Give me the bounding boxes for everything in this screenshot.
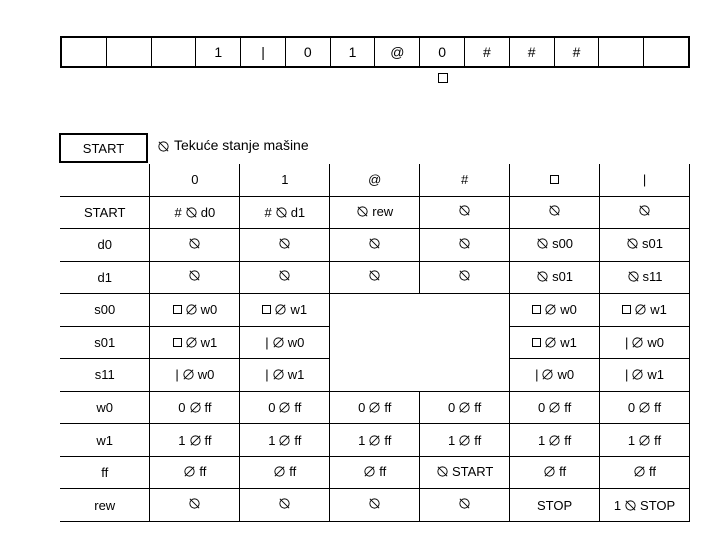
transition-cell bbox=[240, 294, 330, 327]
next-state: STOP bbox=[536, 497, 573, 513]
transition-action bbox=[458, 237, 471, 250]
transition-action bbox=[448, 400, 481, 415]
next-state: s01 bbox=[642, 236, 663, 252]
next-state: ff bbox=[379, 464, 387, 480]
symbol-header: @ bbox=[330, 164, 420, 196]
transition-cell bbox=[420, 261, 510, 294]
right-arrow-icon bbox=[188, 269, 201, 282]
next-state: d1 bbox=[290, 204, 306, 220]
left-arrow-icon bbox=[189, 434, 202, 447]
write-symbol: 1 bbox=[178, 432, 186, 448]
write-symbol: 0 bbox=[537, 399, 546, 415]
transition-action bbox=[368, 237, 381, 250]
state-name: d0 bbox=[60, 229, 150, 262]
symbol-header-row bbox=[60, 164, 690, 196]
next-state: w1 bbox=[647, 367, 665, 383]
transition-action bbox=[265, 335, 304, 350]
transition-action bbox=[536, 269, 573, 284]
symbol-header: # bbox=[420, 164, 510, 196]
transition-cell bbox=[510, 326, 600, 359]
transition-cell bbox=[510, 261, 600, 294]
transition-cell bbox=[150, 294, 240, 327]
next-state: ff bbox=[654, 432, 662, 448]
transition-cell bbox=[420, 391, 510, 424]
transition-action bbox=[536, 236, 573, 251]
transition-cell bbox=[600, 261, 690, 294]
transition-cell bbox=[420, 294, 510, 327]
transition-cell bbox=[240, 391, 330, 424]
transition-cell bbox=[600, 424, 690, 457]
blank-symbol-icon bbox=[173, 305, 182, 314]
left-arrow-icon bbox=[274, 303, 287, 316]
next-state: ff bbox=[384, 399, 392, 415]
transition-action bbox=[638, 204, 651, 217]
next-state: w1 bbox=[650, 302, 667, 318]
right-arrow-icon bbox=[188, 237, 201, 250]
left-arrow-icon bbox=[368, 401, 381, 414]
transition-action bbox=[458, 204, 471, 217]
current-state-box: START bbox=[59, 133, 148, 163]
next-state: w1 bbox=[200, 334, 218, 350]
blank-symbol-icon bbox=[532, 305, 541, 314]
table-row bbox=[60, 359, 690, 392]
transition-cell bbox=[330, 391, 420, 424]
left-arrow-icon bbox=[458, 401, 471, 414]
transition-cell bbox=[240, 326, 330, 359]
next-state: s00 bbox=[552, 236, 574, 252]
next-state: w1 bbox=[287, 367, 305, 383]
right-arrow-icon bbox=[458, 497, 471, 510]
transition-cell bbox=[510, 456, 600, 489]
transition-cell bbox=[240, 261, 330, 294]
transition-cell bbox=[420, 489, 510, 522]
transition-action bbox=[625, 335, 664, 350]
left-arrow-icon bbox=[272, 336, 285, 349]
blank-symbol-icon bbox=[550, 175, 559, 184]
write-symbol: 0 bbox=[268, 399, 276, 415]
transition-cell bbox=[510, 424, 600, 457]
transition-cell bbox=[600, 326, 690, 359]
transition-cell bbox=[420, 359, 510, 392]
transition-cell bbox=[150, 424, 240, 457]
write-symbol: 1 bbox=[448, 432, 456, 448]
right-arrow-icon bbox=[368, 237, 381, 250]
next-state: ff bbox=[294, 399, 302, 415]
next-state: STOP bbox=[640, 497, 676, 513]
transition-cell bbox=[240, 456, 330, 489]
next-state: w1 bbox=[290, 302, 308, 318]
left-arrow-icon bbox=[183, 465, 196, 478]
transition-cell bbox=[420, 196, 510, 229]
transition-action bbox=[173, 335, 218, 350]
next-state: START bbox=[451, 464, 494, 480]
transition-action bbox=[268, 400, 301, 415]
write-symbol: 1 bbox=[268, 432, 276, 448]
transition-cell bbox=[510, 359, 600, 392]
transition-action bbox=[268, 433, 301, 448]
write-symbol: 1 bbox=[537, 432, 546, 448]
transition-action bbox=[358, 400, 391, 415]
transition-action bbox=[175, 367, 214, 382]
transition-table bbox=[60, 164, 690, 522]
transition-cell bbox=[240, 229, 330, 262]
left-arrow-icon bbox=[548, 434, 561, 447]
write-symbol: | bbox=[265, 367, 269, 383]
right-arrow-icon bbox=[536, 270, 549, 283]
write-symbol: | bbox=[265, 334, 269, 350]
left-arrow-icon bbox=[631, 336, 644, 349]
state-name: s11 bbox=[60, 359, 150, 392]
tape-cell: 1 bbox=[331, 38, 376, 66]
transition-action bbox=[175, 205, 216, 220]
transition-action bbox=[625, 367, 664, 382]
transition-cell bbox=[600, 196, 690, 229]
transition-cell bbox=[600, 391, 690, 424]
transition-cell bbox=[330, 229, 420, 262]
transition-cell bbox=[600, 489, 690, 522]
transition-action bbox=[363, 464, 386, 479]
next-state: w0 bbox=[647, 334, 665, 350]
right-arrow-icon bbox=[368, 497, 381, 510]
right-arrow-icon bbox=[278, 497, 291, 510]
transition-action bbox=[532, 335, 577, 350]
table-row bbox=[60, 261, 690, 294]
state-name: w0 bbox=[60, 391, 150, 424]
left-arrow-icon bbox=[363, 465, 376, 478]
transition-cell bbox=[420, 424, 510, 457]
tape-cell bbox=[107, 38, 152, 66]
next-state: ff bbox=[474, 399, 482, 415]
transition-action bbox=[265, 367, 304, 382]
transition-action bbox=[178, 400, 211, 415]
transition-cell bbox=[600, 229, 690, 262]
right-arrow-icon bbox=[185, 206, 198, 219]
transition-action bbox=[548, 204, 561, 217]
transition-action bbox=[448, 433, 481, 448]
transition-action bbox=[358, 433, 391, 448]
next-state: w0 bbox=[200, 302, 218, 318]
left-arrow-icon bbox=[272, 368, 285, 381]
transition-cell bbox=[510, 229, 600, 262]
transition-action bbox=[278, 497, 291, 510]
next-state: ff bbox=[654, 399, 662, 415]
write-symbol: 1 bbox=[613, 497, 622, 513]
right-arrow-icon bbox=[548, 204, 561, 217]
next-state: ff bbox=[649, 464, 657, 480]
transition-action bbox=[178, 433, 211, 448]
transition-cell bbox=[510, 294, 600, 327]
table-row bbox=[60, 489, 690, 522]
state-name: w1 bbox=[60, 424, 150, 457]
transition-cell bbox=[330, 424, 420, 457]
transition-cell bbox=[150, 196, 240, 229]
left-arrow-icon bbox=[458, 434, 471, 447]
transition-action bbox=[538, 400, 571, 415]
write-symbol: | bbox=[625, 334, 629, 350]
table-row bbox=[60, 326, 690, 359]
table-row bbox=[60, 196, 690, 229]
write-symbol: # bbox=[174, 204, 182, 220]
table-row bbox=[60, 456, 690, 489]
left-arrow-icon bbox=[638, 434, 651, 447]
left-arrow-icon bbox=[185, 303, 198, 316]
transition-cell bbox=[240, 489, 330, 522]
next-state: ff bbox=[564, 399, 572, 415]
transition-cell bbox=[150, 391, 240, 424]
tape-cell bbox=[644, 38, 688, 66]
write-symbol: | bbox=[625, 367, 629, 383]
next-state: d0 bbox=[200, 204, 216, 220]
transition-action bbox=[188, 237, 201, 250]
left-arrow-icon bbox=[543, 465, 556, 478]
transition-action bbox=[273, 464, 296, 479]
transition-action bbox=[535, 367, 574, 382]
transition-action bbox=[264, 205, 305, 220]
table-row bbox=[60, 294, 690, 327]
transition-action bbox=[262, 302, 307, 317]
transition-action bbox=[368, 497, 381, 510]
next-state: ff bbox=[474, 432, 482, 448]
symbol-header: 0 bbox=[150, 164, 240, 196]
state-name: START bbox=[60, 196, 150, 229]
tape-cell: 1 bbox=[196, 38, 241, 66]
next-state: w0 bbox=[560, 302, 577, 318]
transition-cell bbox=[150, 229, 240, 262]
transition-cell bbox=[150, 261, 240, 294]
left-arrow-icon bbox=[278, 434, 291, 447]
tape-cell: | bbox=[241, 38, 286, 66]
tape-cell: @ bbox=[375, 38, 420, 66]
transition-cell bbox=[330, 456, 420, 489]
transition-cell bbox=[510, 196, 600, 229]
tape-cell bbox=[599, 38, 644, 66]
transition-action bbox=[436, 464, 493, 479]
right-arrow-icon bbox=[458, 237, 471, 250]
next-state: rew bbox=[372, 203, 394, 219]
next-state: w0 bbox=[197, 367, 215, 383]
right-arrow-icon bbox=[157, 140, 170, 153]
transition-cell bbox=[330, 196, 420, 229]
transition-cell bbox=[330, 261, 420, 294]
right-arrow-icon bbox=[278, 269, 291, 282]
transition-cell bbox=[330, 489, 420, 522]
table-row bbox=[60, 391, 690, 424]
transition-cell bbox=[330, 359, 420, 392]
next-state: s11 bbox=[642, 268, 663, 284]
transition-action bbox=[278, 269, 291, 282]
right-arrow-icon bbox=[626, 237, 639, 250]
next-state: ff bbox=[204, 399, 212, 415]
right-arrow-icon bbox=[436, 465, 449, 478]
next-state: w1 bbox=[560, 334, 577, 350]
transition-cell bbox=[150, 326, 240, 359]
header-corner-cell bbox=[60, 164, 150, 196]
left-arrow-icon bbox=[634, 303, 647, 316]
right-arrow-icon bbox=[157, 137, 170, 153]
tape-cell bbox=[152, 38, 197, 66]
tape-cell: # bbox=[465, 38, 510, 66]
right-arrow-icon bbox=[275, 206, 288, 219]
transition-action bbox=[633, 464, 656, 479]
next-state: ff bbox=[204, 432, 212, 448]
write-symbol: 0 bbox=[448, 399, 456, 415]
transition-cell bbox=[330, 294, 420, 327]
transition-cell bbox=[240, 196, 330, 229]
transition-action bbox=[626, 236, 663, 251]
next-state: ff bbox=[564, 432, 572, 448]
right-arrow-icon bbox=[368, 269, 381, 282]
left-arrow-icon bbox=[548, 401, 561, 414]
transition-cell bbox=[330, 326, 420, 359]
write-symbol: | bbox=[535, 367, 539, 383]
next-state: w0 bbox=[287, 334, 305, 350]
state-name: s01 bbox=[60, 326, 150, 359]
blank-symbol-icon bbox=[622, 305, 631, 314]
table-row bbox=[60, 424, 690, 457]
transition-action bbox=[532, 302, 577, 317]
next-state: ff bbox=[294, 432, 302, 448]
write-symbol: | bbox=[175, 367, 179, 383]
transition-cell bbox=[510, 489, 600, 522]
table-row bbox=[60, 229, 690, 262]
next-state: s01 bbox=[552, 268, 574, 284]
write-symbol: 1 bbox=[358, 432, 366, 448]
transition-action bbox=[458, 269, 471, 282]
transition-cell bbox=[600, 456, 690, 489]
left-arrow-icon bbox=[185, 336, 198, 349]
right-arrow-icon bbox=[536, 237, 549, 250]
left-arrow-icon bbox=[544, 336, 557, 349]
transition-action bbox=[183, 464, 206, 479]
transition-action bbox=[538, 433, 571, 448]
blank-symbol-icon bbox=[173, 338, 182, 347]
transition-action bbox=[537, 498, 572, 513]
tape-cell: # bbox=[510, 38, 555, 66]
transition-action bbox=[278, 237, 291, 250]
transition-action bbox=[614, 498, 675, 513]
transition-action bbox=[622, 302, 667, 317]
state-name: d1 bbox=[60, 261, 150, 294]
transition-action bbox=[627, 269, 663, 284]
symbol-header bbox=[510, 164, 600, 196]
right-arrow-icon bbox=[278, 237, 291, 250]
write-symbol: # bbox=[264, 204, 272, 220]
transition-cell bbox=[510, 391, 600, 424]
write-symbol: 1 bbox=[627, 432, 636, 448]
current-state-label: Tekuće stanje mašine bbox=[174, 137, 309, 153]
next-state: ff bbox=[289, 464, 297, 480]
transition-action bbox=[188, 497, 201, 510]
symbol-header: 1 bbox=[240, 164, 330, 196]
right-arrow-icon bbox=[188, 497, 201, 510]
transition-action bbox=[368, 269, 381, 282]
tape-cell bbox=[62, 38, 107, 66]
left-arrow-icon bbox=[278, 401, 291, 414]
next-state: ff bbox=[199, 464, 207, 480]
left-arrow-icon bbox=[189, 401, 202, 414]
right-arrow-icon bbox=[638, 204, 651, 217]
transition-action bbox=[543, 464, 566, 479]
next-state: ff bbox=[384, 432, 392, 448]
transition-action bbox=[628, 433, 661, 448]
write-symbol: 0 bbox=[627, 399, 636, 415]
right-arrow-icon bbox=[458, 269, 471, 282]
transition-cell bbox=[150, 489, 240, 522]
tape-cell: 0 bbox=[286, 38, 331, 66]
transition-cell bbox=[420, 326, 510, 359]
tape-cell: # bbox=[555, 38, 600, 66]
left-arrow-icon bbox=[182, 368, 195, 381]
left-arrow-icon bbox=[273, 465, 286, 478]
transition-action bbox=[628, 400, 661, 415]
blank-symbol-icon bbox=[532, 338, 541, 347]
write-symbol: 0 bbox=[178, 399, 186, 415]
transition-cell bbox=[150, 456, 240, 489]
left-arrow-icon bbox=[544, 303, 557, 316]
state-name: ff bbox=[60, 456, 150, 489]
transition-action bbox=[173, 302, 218, 317]
transition-cell bbox=[240, 424, 330, 457]
state-name: rew bbox=[60, 489, 150, 522]
right-arrow-icon bbox=[356, 205, 369, 218]
left-arrow-icon bbox=[638, 401, 651, 414]
next-state: ff bbox=[559, 464, 567, 480]
blank-symbol-icon bbox=[262, 305, 271, 314]
transition-cell bbox=[600, 294, 690, 327]
left-arrow-icon bbox=[633, 465, 646, 478]
right-arrow-icon bbox=[627, 270, 640, 283]
tape-head-marker bbox=[438, 73, 448, 83]
tape bbox=[60, 36, 690, 68]
left-arrow-icon bbox=[368, 434, 381, 447]
left-arrow-icon bbox=[541, 368, 554, 381]
right-arrow-icon bbox=[458, 204, 471, 217]
transition-action bbox=[188, 269, 201, 282]
right-arrow-icon bbox=[624, 499, 637, 512]
transition-cell bbox=[420, 229, 510, 262]
transition-action bbox=[458, 497, 471, 510]
left-arrow-icon bbox=[631, 368, 644, 381]
transition-cell bbox=[600, 359, 690, 392]
transition-action bbox=[356, 204, 393, 219]
tape-cell: 0 bbox=[420, 38, 465, 66]
write-symbol: 0 bbox=[358, 399, 366, 415]
symbol-header: | bbox=[600, 164, 690, 196]
transition-cell bbox=[150, 359, 240, 392]
current-state-caption bbox=[157, 137, 309, 153]
state-name: s00 bbox=[60, 294, 150, 327]
transition-cell bbox=[240, 359, 330, 392]
transition-cell bbox=[420, 456, 510, 489]
next-state: w0 bbox=[557, 367, 575, 383]
